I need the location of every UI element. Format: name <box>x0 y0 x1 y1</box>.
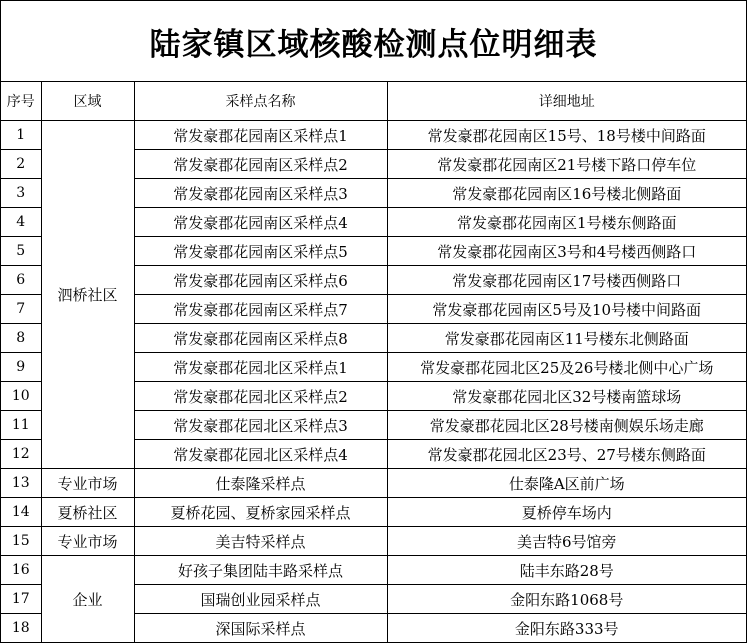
row-seq: 1 <box>1 121 41 150</box>
row-seq: 4 <box>1 208 41 237</box>
address-cell: 夏桥停车场内 <box>387 498 746 527</box>
address-cell: 常发豪郡花园北区32号楼南篮球场 <box>387 382 746 411</box>
row-seq: 9 <box>1 353 41 382</box>
header-seq: 序号 <box>1 82 41 121</box>
address-cell: 陆丰东路28号 <box>387 556 746 585</box>
site-name-cell: 常发豪郡花园北区采样点4 <box>134 440 387 469</box>
address-cell: 常发豪郡花园北区23号、27号楼东侧路面 <box>387 440 746 469</box>
area-cell: 专业市场 <box>41 469 134 498</box>
area-cell: 企业 <box>41 556 134 643</box>
address-cell: 常发豪郡花园南区16号楼北侧路面 <box>387 179 746 208</box>
site-name-cell: 常发豪郡花园南区采样点2 <box>134 150 387 179</box>
address-cell: 常发豪郡花园南区1号楼东侧路面 <box>387 208 746 237</box>
site-name-cell: 常发豪郡花园南区采样点7 <box>134 295 387 324</box>
row-seq: 10 <box>1 382 41 411</box>
site-name-cell: 美吉特采样点 <box>134 527 387 556</box>
row-seq: 8 <box>1 324 41 353</box>
site-name-cell: 常发豪郡花园南区采样点4 <box>134 208 387 237</box>
table-row <box>1 527 746 556</box>
table-row <box>1 469 746 498</box>
site-name-cell: 夏桥花园、夏桥家园采样点 <box>134 498 387 527</box>
header-area: 区域 <box>41 82 134 121</box>
row-seq: 11 <box>1 411 41 440</box>
row-seq: 14 <box>1 498 41 527</box>
address-cell: 常发豪郡花园北区28号楼南侧娱乐场走廊 <box>387 411 746 440</box>
row-seq: 6 <box>1 266 41 295</box>
site-name-cell: 常发豪郡花园南区采样点3 <box>134 179 387 208</box>
row-seq: 18 <box>1 614 41 643</box>
address-cell: 常发豪郡花园南区5号及10号楼中间路面 <box>387 295 746 324</box>
table-row <box>1 498 746 527</box>
table-row <box>1 121 746 150</box>
area-cell: 专业市场 <box>41 527 134 556</box>
site-name-cell: 常发豪郡花园南区采样点6 <box>134 266 387 295</box>
area-cell: 夏桥社区 <box>41 498 134 527</box>
header-address: 详细地址 <box>387 82 746 121</box>
row-seq: 13 <box>1 469 41 498</box>
site-name-cell: 仕泰隆采样点 <box>134 469 387 498</box>
table-row <box>1 556 746 585</box>
address-cell: 常发豪郡花园北区25及26号楼北侧中心广场 <box>387 353 746 382</box>
row-seq: 17 <box>1 585 41 614</box>
site-name-cell: 常发豪郡花园南区采样点8 <box>134 324 387 353</box>
address-cell: 常发豪郡花园南区3号和4号楼西侧路口 <box>387 237 746 266</box>
site-name-cell: 常发豪郡花园南区采样点1 <box>134 121 387 150</box>
area-cell: 泗桥社区 <box>41 121 134 469</box>
row-seq: 3 <box>1 179 41 208</box>
address-cell: 金阳东路333号 <box>387 614 746 643</box>
address-cell: 常发豪郡花园南区21号楼下路口停车位 <box>387 150 746 179</box>
row-seq: 16 <box>1 556 41 585</box>
sampling-sites-table <box>1 82 746 643</box>
header-site-name: 采样点名称 <box>134 82 387 121</box>
row-seq: 2 <box>1 150 41 179</box>
address-cell: 美吉特6号馆旁 <box>387 527 746 556</box>
address-cell: 常发豪郡花园南区11号楼东北侧路面 <box>387 324 746 353</box>
address-cell: 常发豪郡花园南区15号、18号楼中间路面 <box>387 121 746 150</box>
page-title: 陆家镇区域核酸检测点位明细表 <box>1 1 746 82</box>
site-name-cell: 好孩子集团陆丰路采样点 <box>134 556 387 585</box>
row-seq: 12 <box>1 440 41 469</box>
address-cell: 仕泰隆A区前广场 <box>387 469 746 498</box>
site-name-cell: 常发豪郡花园北区采样点3 <box>134 411 387 440</box>
site-name-cell: 常发豪郡花园南区采样点5 <box>134 237 387 266</box>
site-name-cell: 常发豪郡花园北区采样点1 <box>134 353 387 382</box>
site-name-cell: 常发豪郡花园北区采样点2 <box>134 382 387 411</box>
site-name-cell: 深国际采样点 <box>134 614 387 643</box>
row-seq: 5 <box>1 237 41 266</box>
row-seq: 15 <box>1 527 41 556</box>
site-name-cell: 国瑞创业园采样点 <box>134 585 387 614</box>
address-cell: 常发豪郡花园南区17号楼西侧路口 <box>387 266 746 295</box>
header-row <box>1 82 746 121</box>
address-cell: 金阳东路1068号 <box>387 585 746 614</box>
row-seq: 7 <box>1 295 41 324</box>
